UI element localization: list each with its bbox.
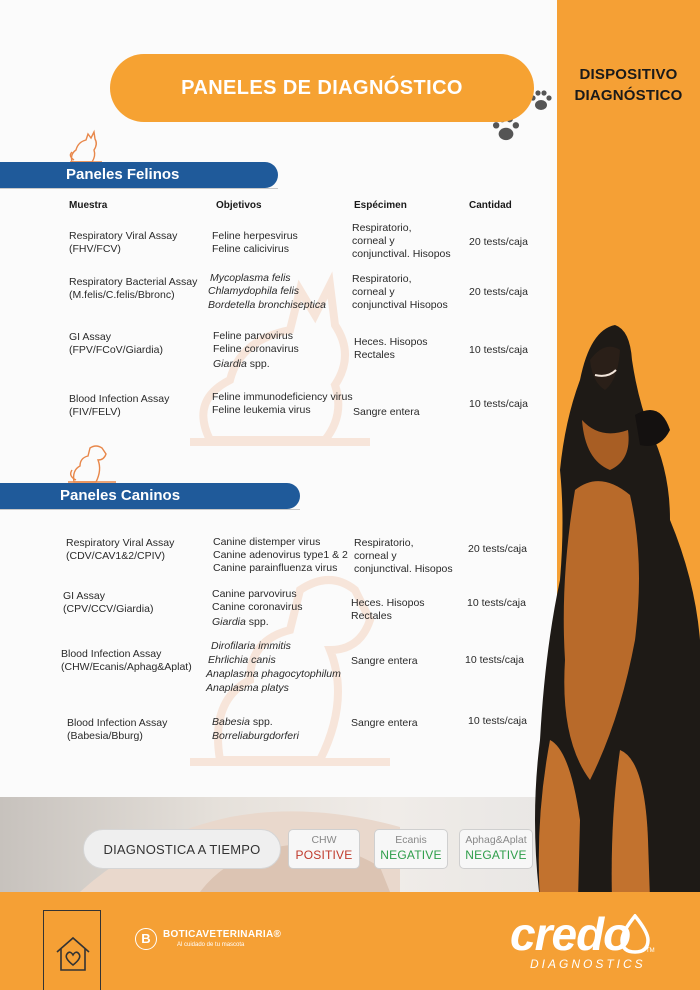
result-name: CHW (311, 834, 337, 846)
muestra-line2: (M.felis/C.felis/Bbronc) (69, 289, 175, 301)
objetivo-line2: Ehrlichia canis (208, 654, 276, 666)
objetivo-line3: Canine parainfluenza virus (213, 562, 338, 574)
especimen-line3: conjunctival. Hisopos (354, 563, 453, 575)
cat-icon (66, 126, 106, 164)
especimen-line2: corneal y (352, 235, 395, 247)
objetivo-line1: Dirofilaria immitis (211, 640, 291, 652)
especimen-line1: Sangre entera (351, 655, 418, 667)
credo-logo: credo (510, 908, 631, 960)
cantidad: 10 tests/caja (465, 654, 524, 666)
col-muestra: Muestra (69, 200, 108, 211)
especimen-line1: Heces. Hisopos (354, 336, 428, 348)
muestra-line1: Blood Infection Assay (69, 393, 170, 405)
header-banner (110, 54, 534, 122)
muestra-line1: Blood Infection Assay (61, 648, 162, 660)
result-value: POSITIVE (295, 848, 353, 862)
objetivo-line4: Anaplasma platys (206, 682, 289, 694)
especimen-line1: Heces. Hisopos (351, 597, 425, 609)
objetivo-line1: Babesia spp. (212, 716, 273, 728)
botica-b-icon: B (135, 928, 157, 950)
especimen-line2: corneal y (352, 286, 395, 298)
divider (0, 509, 300, 510)
especimen-line2: corneal y (354, 550, 397, 562)
muestra-line2: (CPV/CCV/Giardia) (63, 603, 154, 615)
muestra-line1: Respiratory Viral Assay (66, 537, 175, 549)
objetivo-line2: Chlamydophila felis (208, 285, 300, 297)
cantidad: 10 tests/caja (469, 344, 528, 356)
muestra-line1: Respiratory Bacterial Assay (69, 276, 198, 288)
trademark: TM (646, 948, 655, 954)
objetivo-line2: Feline leukemia virus (212, 404, 311, 416)
slogan-text: DIAGNOSTICA A TIEMPO (103, 841, 261, 857)
dog-photo (520, 320, 700, 900)
col-objetivos: Objetivos (216, 200, 262, 211)
objetivo-line3: Anaplasma phagocytophilum (206, 668, 341, 680)
cantidad: 10 tests/caja (467, 597, 526, 609)
especimen-line3: conjunctival. Hisopos (352, 248, 451, 260)
objetivo-line2: Feline calicivirus (212, 243, 290, 255)
objetivo-line1: Canine distemper virus (213, 536, 321, 548)
result-card-ecanis (374, 829, 448, 869)
especimen-line1: Sangre entera (353, 406, 420, 418)
objetivo-line1: Mycoplasma felis (210, 272, 291, 284)
muestra-line2: (CDV/CAV1&2/CPIV) (66, 550, 165, 562)
credo-subtitle: DIAGNOSTICS (530, 957, 646, 971)
muestra-line2: (FPV/FCoV/Giardia) (69, 344, 163, 356)
objetivo-line2: Feline coronavirus (213, 343, 299, 355)
objetivo-line3: Bordetella bronchiseptica (208, 299, 326, 311)
objetivo-line2: Borreliaburgdorferi (212, 730, 299, 742)
muestra-line2: (FIV/FELV) (69, 406, 121, 418)
home-heart-icon (53, 934, 93, 974)
col-especimen: Espécimen (354, 200, 407, 211)
objetivo-line1: Feline parvovirus (213, 330, 293, 342)
cantidad: 20 tests/caja (469, 236, 528, 248)
objetivo-line3: Giardia spp. (212, 616, 269, 628)
feline-section-title: Paneles Felinos (66, 166, 180, 183)
cantidad: 20 tests/caja (468, 543, 527, 555)
objetivo-line2: Canine adenovirus type1 & 2 (213, 549, 348, 561)
result-value: NEGATIVE (380, 848, 442, 862)
result-card-chw (288, 829, 360, 869)
cantidad: 10 tests/caja (468, 715, 527, 727)
botica-tagline: Al cuidado de tu mascota (177, 942, 245, 948)
especimen-line1: Respiratorio, (354, 537, 414, 549)
muestra-line1: GI Assay (63, 590, 106, 602)
objetivo-line3: Giardia spp. (213, 358, 270, 370)
muestra-line1: Respiratory Viral Assay (69, 230, 178, 242)
result-name: Aphag&Aplat (465, 834, 527, 846)
objetivo-line1: Canine parvovirus (212, 588, 297, 600)
result-name: Ecanis (395, 834, 427, 846)
divider (0, 188, 278, 189)
especimen-line3: conjunctival Hisopos (352, 299, 448, 311)
col-cantidad: Cantidad (469, 200, 512, 211)
especimen-line1: Respiratorio, (352, 273, 412, 285)
slogan-pill (83, 829, 281, 869)
muestra-line2: (CHW/Ecanis/Aphag&Aplat) (61, 661, 192, 673)
side-title (557, 64, 700, 106)
result-value: NEGATIVE (465, 848, 527, 862)
muestra-line2: (FHV/FCV) (69, 243, 121, 255)
especimen-line1: Sangre entera (351, 717, 418, 729)
dog-icon (66, 440, 118, 484)
page-title: PANELES DE DIAGNÓSTICO (181, 76, 463, 99)
side-title-line2: DIAGNÓSTICO (574, 87, 683, 104)
feline-section-bar (0, 162, 278, 188)
especimen-line2: Rectales (351, 610, 392, 622)
cantidad: 10 tests/caja (469, 398, 528, 410)
canine-section-title: Paneles Caninos (60, 487, 181, 504)
cantidad: 20 tests/caja (469, 286, 528, 298)
muestra-line1: Blood Infection Assay (67, 717, 168, 729)
objetivo-line1: Feline immunodeficiency virus (212, 391, 353, 403)
especimen-line2: Rectales (354, 349, 395, 361)
especimen-line1: Respiratorio, (352, 222, 412, 234)
objetivo-line2: Canine coronavirus (212, 601, 303, 613)
muestra-line2: (Babesia/Bburg) (67, 730, 143, 742)
objetivo-line1: Feline herpesvirus (212, 230, 298, 242)
botica-name: BOTICAVETERINARIA® (163, 929, 282, 940)
canine-section-bar (0, 483, 300, 509)
muestra-line1: GI Assay (69, 331, 112, 343)
side-title-line1: DISPOSITIVO (579, 66, 678, 83)
